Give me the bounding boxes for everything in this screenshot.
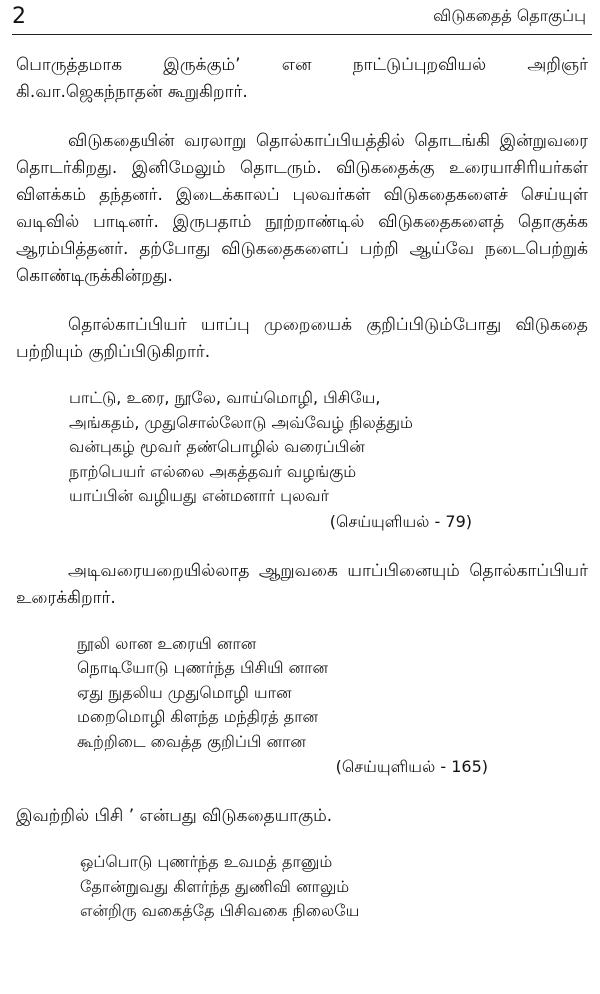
page-body	[16, 52, 588, 948]
verse-line: யாப்பின் வழியது என்மனார் புலவர்	[69, 486, 329, 505]
verse-line: வன்புகழ் மூவர் தண்பொழில் வரைப்பின்	[69, 437, 365, 456]
page-number: 2	[12, 4, 26, 29]
running-title: விடுகதைத் தொகுப்பு	[433, 6, 586, 25]
paragraph-2: விடுகதையின் வரலாறு தொல்காப்பியத்தில் தொடங்கி இன்றுவரை தொடர்கிறது. இனிமேலும் தொடரும். விடுகதைக்கு உரையாசிரியர்கள் விளக்கம் தந்தனர். இடைக்காலப் புலவர்கள் விடுகதைகளைச் செய்யுள் வடிவில் பாடினர். இருபதாம் நூற்றாண்டில் விடுகதைகளைத் தொகுக்க ஆரம்பித்தனர். தற்போது விடுகதைகளைப் பற்றி ஆய்வே நடைபெற்றுக் கொண்டிருக்கின்றது.	[16, 131, 588, 286]
paragraph-5: இவற்றில் பிசி ’ என்பது விடுகதையாகும்.	[16, 806, 333, 826]
verse-line: ஒப்பொடு புணர்ந்த உவமத் தானும்	[80, 852, 333, 871]
paragraph-1: பொருத்தமாக இருக்கும்’ என நாட்டுப்புறவியல் அறிஞர் கி.வா.ஜெகந்நாதன் கூறுகிறார்.	[16, 55, 588, 102]
header-rule	[12, 34, 592, 35]
verse-line: மறைமொழி கிளந்த மந்திரத் தான	[77, 707, 319, 726]
paragraph-3: தொல்காப்பியர் யாப்பு முறையைக் குறிப்பிடும்போது விடுகதை பற்றியும் குறிப்பிடுகிறார்.	[16, 315, 588, 362]
page-header	[12, 4, 586, 30]
verse-line: என்றிரு வகைத்தே பிசிவகை நிலையே	[80, 901, 360, 920]
verse-line: நூலி லான உரையி னான	[77, 633, 257, 653]
verse-line: பாட்டு, உரை, நூலே, வாய்மொழி, பிசியே,	[69, 388, 381, 407]
verse-block-1	[16, 386, 588, 534]
verse-line: நொடியோடு புணர்ந்த பிசியி னான	[77, 658, 329, 677]
verse-citation: (செய்யுளியல் - 79)	[329, 511, 472, 531]
verse-block-3	[16, 850, 588, 924]
verse-line: நாற்பெயர் எல்லை அகத்தவர் வழங்கும்	[69, 461, 357, 481]
verse-block-2	[16, 632, 588, 780]
verse-line: அங்கதம், முதுசொல்லோடு அவ்வேழ் நிலத்தும்	[69, 412, 413, 432]
verse-line: ஏது நுதலிய முதுமொழி யான	[77, 682, 292, 702]
verse-citation: (செய்யுளியல் - 165)	[335, 757, 488, 776]
paragraph-4: அடிவரையறையில்லாத ஆறுவகை யாப்பினையும் தொல்காப்பியர் உரைக்கிறார்.	[16, 560, 588, 608]
verse-line: தோன்றுவது கிளர்ந்த துணிவி னாலும்	[80, 876, 350, 896]
verse-line: கூற்றிடை வைத்த குறிப்பி னான	[77, 731, 306, 751]
